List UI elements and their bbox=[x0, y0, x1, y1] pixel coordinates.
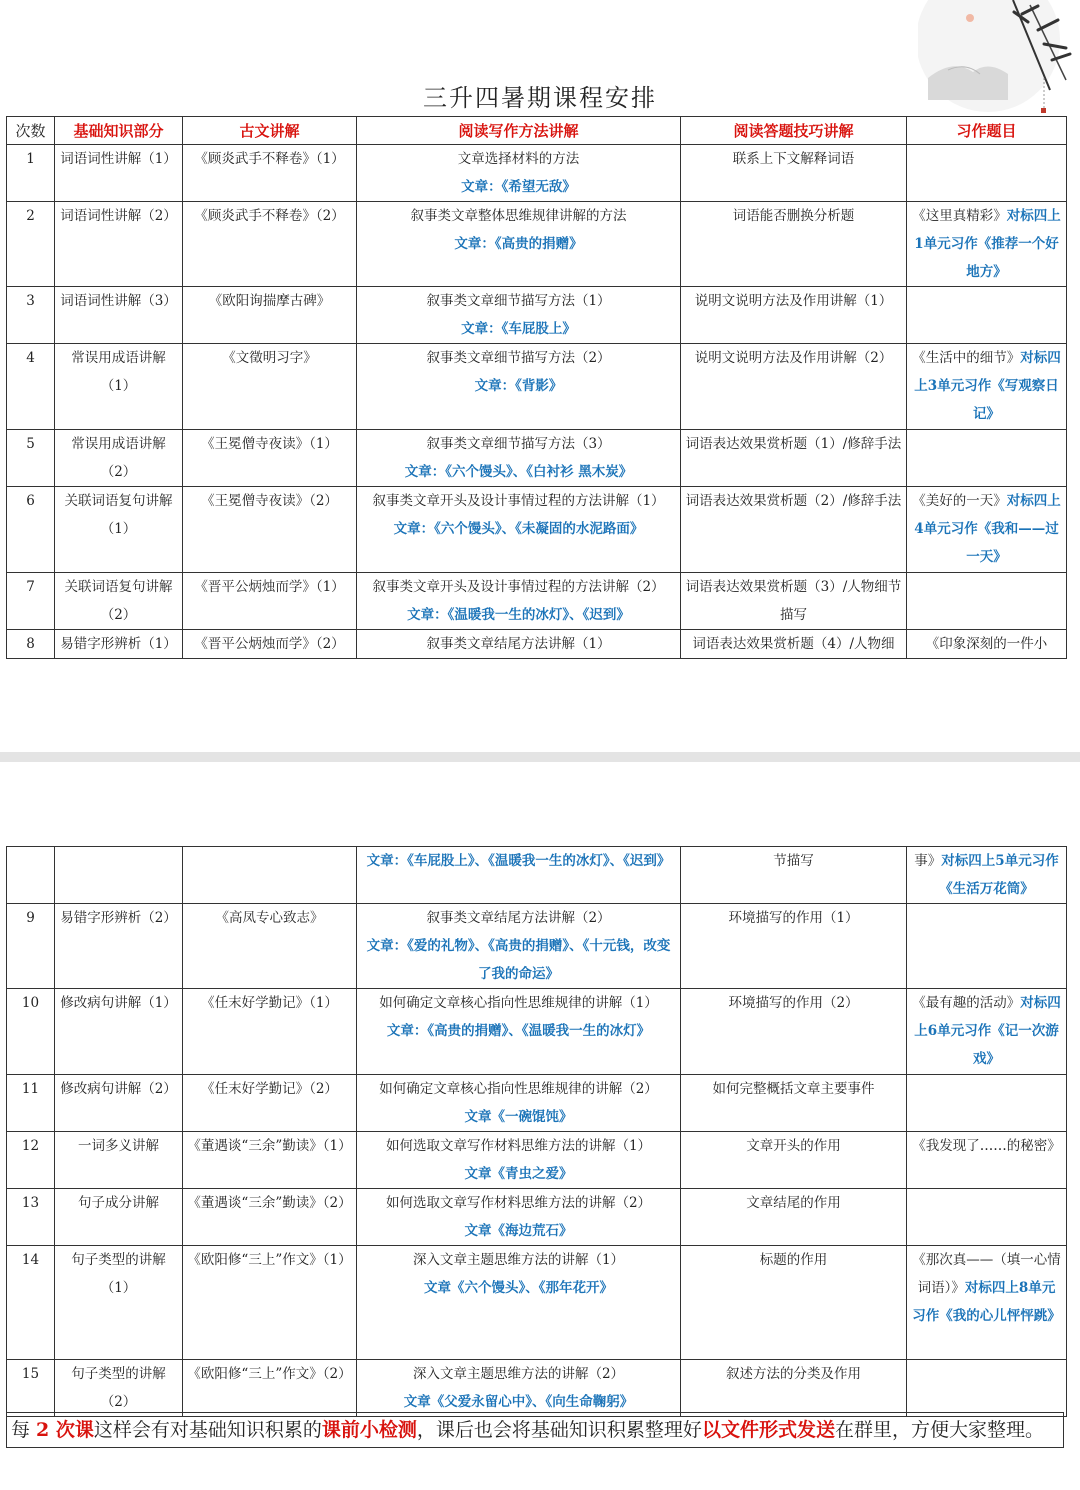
article-list: 文章《一碗馄饨》 bbox=[464, 1109, 573, 1125]
method-text: 深入文章主题思维方法的讲解（1） bbox=[412, 1252, 625, 1268]
method-cell bbox=[357, 904, 681, 989]
lesson-number: 8 bbox=[7, 630, 55, 659]
lesson-number: 13 bbox=[7, 1189, 55, 1246]
schedule-table-top bbox=[6, 116, 1067, 659]
method-cell bbox=[357, 487, 681, 573]
article-list: 文章：《车屁股上》、《温暖我一生的冰灯》、《迟到》 bbox=[366, 853, 671, 869]
page-break bbox=[0, 752, 1080, 762]
article-list: 文章：《高贵的捐赠》、《温暖我一生的冰灯》 bbox=[386, 1023, 651, 1039]
composition-target: 对标四上3单元习作《写观察日记》 bbox=[914, 350, 1061, 422]
article-list: 文章：《六个馒头》、《白衬衫 黑木炭》 bbox=[404, 464, 633, 480]
table-row bbox=[7, 430, 1067, 487]
basic-knowledge-cell: 一词多义讲解 bbox=[55, 1132, 183, 1189]
method-cell bbox=[357, 202, 681, 287]
method-text: 如何确定文章核心指向性思维规律的讲解（1） bbox=[379, 995, 658, 1011]
composition-cell bbox=[907, 1246, 1067, 1360]
notice-bar bbox=[6, 1412, 1064, 1448]
lesson-number: 5 bbox=[7, 430, 55, 487]
method-cell bbox=[357, 287, 681, 344]
table-row bbox=[7, 1360, 1067, 1417]
article-list: 文章：《温暖我一生的冰灯》、《迟到》 bbox=[407, 607, 630, 623]
answer-skill-cell: 节描写 bbox=[681, 847, 907, 904]
header-reading-writing-methods: 阅读写作方法讲解 bbox=[357, 117, 681, 145]
method-cell bbox=[357, 145, 681, 202]
header-classical-chinese: 古文讲解 bbox=[183, 117, 357, 145]
classical-chinese-cell: 《董遇谈“三余”勤读》（1） bbox=[183, 1132, 357, 1189]
table-row bbox=[7, 573, 1067, 630]
basic-knowledge-cell: 词语词性讲解（2） bbox=[55, 202, 183, 287]
composition-cell bbox=[907, 202, 1067, 287]
answer-skill-cell: 词语表达效果赏析题（2）/修辞手法 bbox=[681, 487, 907, 573]
method-text: 叙事类文章细节描写方法（3） bbox=[426, 436, 611, 452]
classical-chinese-cell: 《文徵明习字》 bbox=[183, 344, 357, 430]
method-cell bbox=[357, 989, 681, 1075]
method-cell bbox=[357, 573, 681, 630]
composition-cell bbox=[907, 1189, 1067, 1246]
answer-skill-cell: 文章开头的作用 bbox=[681, 1132, 907, 1189]
answer-skill-cell: 环境描写的作用（2） bbox=[681, 989, 907, 1075]
notice-highlight: 2 次课 bbox=[36, 1419, 94, 1441]
method-cell bbox=[357, 1075, 681, 1132]
answer-skill-cell: 文章结尾的作用 bbox=[681, 1189, 907, 1246]
basic-knowledge-cell: 词语词性讲解（1） bbox=[55, 145, 183, 202]
lesson-number: 11 bbox=[7, 1075, 55, 1132]
composition-cell bbox=[907, 573, 1067, 630]
answer-skill-cell: 词语表达效果赏析题（1）/修辞手法 bbox=[681, 430, 907, 487]
method-text: 叙事类文章细节描写方法（1） bbox=[426, 293, 611, 309]
method-cell bbox=[357, 430, 681, 487]
notice-highlight: 以文件形式发送 bbox=[701, 1419, 835, 1441]
method-cell bbox=[357, 847, 681, 904]
table-row bbox=[7, 487, 1067, 573]
classical-chinese-cell: 《任末好学勤记》（1） bbox=[183, 989, 357, 1075]
composition-title: 《我发现了……的秘密》 bbox=[912, 1138, 1061, 1154]
header-basic-knowledge: 基础知识部分 bbox=[55, 117, 183, 145]
lesson-number bbox=[7, 847, 55, 904]
method-cell bbox=[357, 1132, 681, 1189]
classical-chinese-cell: 《欧阳修“三上”作文》（2） bbox=[183, 1360, 357, 1417]
classical-chinese-cell: 《晋平公炳烛而学》（1） bbox=[183, 573, 357, 630]
composition-title: 《这里真精彩》 bbox=[912, 208, 1007, 224]
composition-title: 《印象深刻的一件小 bbox=[925, 636, 1048, 652]
classical-chinese-cell: 《任末好学勤记》（2） bbox=[183, 1075, 357, 1132]
composition-title: 《那次真——（填一心情词语）》 bbox=[912, 1252, 1061, 1296]
method-cell bbox=[357, 630, 681, 659]
basic-knowledge-cell bbox=[55, 847, 183, 904]
table-row bbox=[7, 1189, 1067, 1246]
composition-title: 事》 bbox=[914, 853, 942, 869]
lesson-number: 7 bbox=[7, 573, 55, 630]
classical-chinese-cell: 《顾炎武手不释卷》（1） bbox=[183, 145, 357, 202]
table-row bbox=[7, 1075, 1067, 1132]
article-list: 文章《青虫之爱》 bbox=[464, 1166, 573, 1182]
composition-title: 《最有趣的活动》 bbox=[912, 995, 1021, 1011]
header-index: 次数 bbox=[7, 117, 55, 145]
table-row bbox=[7, 202, 1067, 287]
table-row bbox=[7, 847, 1067, 904]
classical-chinese-cell: 《王冕僧寺夜读》（2） bbox=[183, 487, 357, 573]
composition-cell bbox=[907, 847, 1067, 904]
answer-skill-cell: 联系上下文解释词语 bbox=[681, 145, 907, 202]
article-list: 文章：《希望无敌》 bbox=[461, 179, 576, 195]
answer-skill-cell: 如何完整概括文章主要事件 bbox=[681, 1075, 907, 1132]
composition-title: 《生活中的细节》 bbox=[912, 350, 1021, 366]
table-row bbox=[7, 1132, 1067, 1189]
classical-chinese-cell bbox=[183, 847, 357, 904]
article-list: 文章：《高贵的捐赠》 bbox=[454, 236, 583, 252]
classical-chinese-cell: 《晋平公炳烛而学》（2） bbox=[183, 630, 357, 659]
lesson-number: 14 bbox=[7, 1246, 55, 1360]
table-row bbox=[7, 630, 1067, 659]
basic-knowledge-cell: 关联词语复句讲解（2） bbox=[55, 573, 183, 630]
table-row bbox=[7, 904, 1067, 989]
lesson-number: 2 bbox=[7, 202, 55, 287]
lesson-number: 4 bbox=[7, 344, 55, 430]
article-list: 文章《父爱永留心中》、《向生命鞠躬》 bbox=[403, 1394, 634, 1410]
basic-knowledge-cell: 易错字形辨析（2） bbox=[55, 904, 183, 989]
lesson-number: 6 bbox=[7, 487, 55, 573]
composition-target: 对标四上5单元习作《生活万花筒》 bbox=[939, 853, 1059, 897]
composition-target: 对标四上4单元习作《我和——过一天》 bbox=[914, 493, 1061, 565]
classical-chinese-cell: 《欧阳修“三上”作文》（1） bbox=[183, 1246, 357, 1360]
method-text: 叙事类文章结尾方法讲解（2） bbox=[426, 910, 611, 926]
header-answer-skills: 阅读答题技巧讲解 bbox=[681, 117, 907, 145]
method-text: 如何选取文章写作材料思维方法的讲解（2） bbox=[385, 1195, 652, 1211]
notice-text: 这样会有对基础知识积累的 bbox=[93, 1419, 322, 1441]
answer-skill-cell: 说明文说明方法及作用讲解（1） bbox=[681, 287, 907, 344]
article-list: 文章：《六个馒头》、《未凝固的水泥路面》 bbox=[393, 521, 644, 537]
answer-skill-cell: 说明文说明方法及作用讲解（2） bbox=[681, 344, 907, 430]
answer-skill-cell: 叙述方法的分类及作用 bbox=[681, 1360, 907, 1417]
composition-cell bbox=[907, 1075, 1067, 1132]
method-text: 如何选取文章写作材料思维方法的讲解（1） bbox=[385, 1138, 652, 1154]
notice-text: ，课后也会将基础知识积累整理好 bbox=[416, 1419, 702, 1441]
composition-cell bbox=[907, 630, 1067, 659]
composition-cell bbox=[907, 989, 1067, 1075]
article-list: 文章：《车屁股上》 bbox=[461, 321, 576, 337]
article-list: 文章：《背影》 bbox=[474, 378, 563, 394]
answer-skill-cell: 词语表达效果赏析题（3）/人物细节描写 bbox=[681, 573, 907, 630]
notice-highlight: 课前小检测 bbox=[321, 1419, 417, 1441]
method-text: 文章选择材料的方法 bbox=[457, 151, 580, 167]
method-cell bbox=[357, 1360, 681, 1417]
composition-cell bbox=[907, 430, 1067, 487]
basic-knowledge-cell: 常误用成语讲解（1） bbox=[55, 344, 183, 430]
method-cell bbox=[357, 1246, 681, 1360]
lesson-number: 3 bbox=[7, 287, 55, 344]
basic-knowledge-cell: 句子类型的讲解（1） bbox=[55, 1246, 183, 1360]
basic-knowledge-cell: 修改病句讲解（1） bbox=[55, 989, 183, 1075]
lesson-number: 10 bbox=[7, 989, 55, 1075]
method-text: 如何确定文章核心指向性思维规律的讲解（2） bbox=[379, 1081, 658, 1097]
method-cell bbox=[357, 344, 681, 430]
answer-skill-cell: 词语能否删换分析题 bbox=[681, 202, 907, 287]
composition-cell bbox=[907, 1360, 1067, 1417]
lesson-number: 1 bbox=[7, 145, 55, 202]
table-row bbox=[7, 1246, 1067, 1360]
article-list: 文章《海边荒石》 bbox=[464, 1223, 573, 1239]
basic-knowledge-cell: 易错字形辨析（1） bbox=[55, 630, 183, 659]
notice-text: 在群里，方便大家整理。 bbox=[834, 1419, 1044, 1441]
method-text: 深入文章主题思维方法的讲解（2） bbox=[412, 1366, 625, 1382]
classical-chinese-cell: 《董遇谈“三余”勤读》（2） bbox=[183, 1189, 357, 1246]
article-list: 文章《六个馒头》、《那年花开》 bbox=[424, 1280, 613, 1296]
basic-knowledge-cell: 关联词语复句讲解（1） bbox=[55, 487, 183, 573]
basic-knowledge-cell: 常误用成语讲解（2） bbox=[55, 430, 183, 487]
composition-cell bbox=[907, 344, 1067, 430]
table-row bbox=[7, 989, 1067, 1075]
basic-knowledge-cell: 词语词性讲解（3） bbox=[55, 287, 183, 344]
composition-target: 对标四上8单元习作《我的心儿怦怦跳》 bbox=[912, 1280, 1061, 1324]
answer-skill-cell: 词语表达效果赏析题（4）/人物细 bbox=[681, 630, 907, 659]
composition-cell bbox=[907, 1132, 1067, 1189]
classical-chinese-cell: 《欧阳询揣摩古碑》 bbox=[183, 287, 357, 344]
answer-skill-cell: 环境描写的作用（1） bbox=[681, 904, 907, 989]
composition-target: 对标四上1单元习作《推荐一个好地方》 bbox=[914, 208, 1061, 280]
table-row bbox=[7, 287, 1067, 344]
lesson-number: 15 bbox=[7, 1360, 55, 1417]
page-title: 三升四暑期课程安排 bbox=[423, 84, 657, 112]
classical-chinese-cell: 《高凤专心致志》 bbox=[183, 904, 357, 989]
schedule-table-bottom bbox=[6, 846, 1067, 1417]
composition-cell bbox=[907, 287, 1067, 344]
method-text: 叙事类文章结尾方法讲解（1） bbox=[426, 636, 611, 652]
table-row bbox=[7, 145, 1067, 202]
basic-knowledge-cell: 修改病句讲解（2） bbox=[55, 1075, 183, 1132]
method-text: 叙事类文章开头及设计事情过程的方法讲解（1） bbox=[372, 493, 665, 509]
classical-chinese-cell: 《王冕僧寺夜读》（1） bbox=[183, 430, 357, 487]
article-list: 文章：《爱的礼物》、《高贵的捐赠》、《十元钱，改变了我的命运》 bbox=[366, 938, 671, 982]
notice-text: 每 bbox=[11, 1419, 37, 1441]
composition-cell bbox=[907, 904, 1067, 989]
composition-target: 对标四上6单元习作《记一次游戏》 bbox=[914, 995, 1061, 1067]
lesson-number: 9 bbox=[7, 904, 55, 989]
composition-title: 《美好的一天》 bbox=[912, 493, 1007, 509]
header-composition: 习作题目 bbox=[907, 117, 1067, 145]
basic-knowledge-cell: 句子类型的讲解（2） bbox=[55, 1360, 183, 1417]
table-row bbox=[7, 344, 1067, 430]
method-text: 叙事类文章整体思维规律讲解的方法 bbox=[410, 208, 627, 224]
composition-cell bbox=[907, 487, 1067, 573]
method-text: 叙事类文章细节描写方法（2） bbox=[426, 350, 611, 366]
lesson-number: 12 bbox=[7, 1132, 55, 1189]
method-text: 叙事类文章开头及设计事情过程的方法讲解（2） bbox=[372, 579, 665, 595]
composition-cell bbox=[907, 145, 1067, 202]
basic-knowledge-cell: 句子成分讲解 bbox=[55, 1189, 183, 1246]
method-cell bbox=[357, 1189, 681, 1246]
answer-skill-cell: 标题的作用 bbox=[681, 1246, 907, 1360]
classical-chinese-cell: 《顾炎武手不释卷》（2） bbox=[183, 202, 357, 287]
